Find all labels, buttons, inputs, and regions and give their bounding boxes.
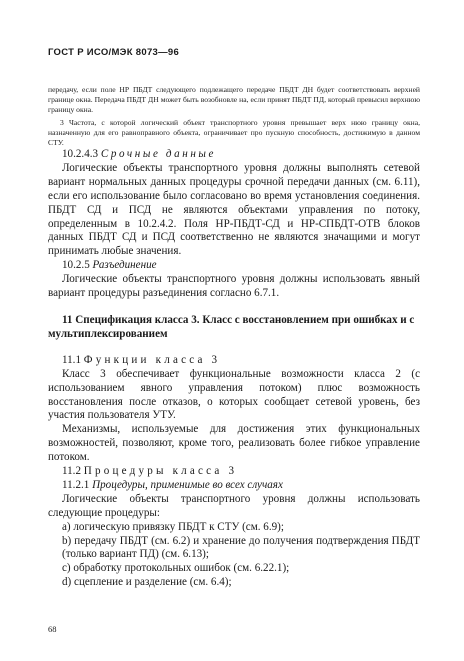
- section-11-2-1-heading: [48, 479, 420, 493]
- note-paragraph-3: 3 Частота, с которой логический объект транспортного уровня превышает верх нюю границу окна, назначенную для его равноправного объекта, ограничивает про пускную способность, достижимую в данном СТУ.: [48, 117, 420, 148]
- section-11-1-heading: [48, 354, 420, 368]
- section-10-2-4-3-body: Логические объекты транспортного уровня должны выполнять сетевой вариант нормальных данных процедуры срочной передачи данных (см. 6.11), если его использование было согласовано во время установления соединения. ПБДТ СД и ПСД не являются объектами управления по потоку, определенным в 10.2.4.2. Поля НР-ПБДТ-СД и НР-СПБДТ-ОТВ блоков данных ПБДТ СД и ПСД соответственно не являются значащими и могут принимать любые значения.: [48, 161, 420, 258]
- document-header: ГОСТ Р ИСО/МЭК 8073—96: [48, 47, 180, 58]
- list-item: d) сцепление и разделение (см. 6.4);: [62, 576, 232, 589]
- section-11-2-heading: [48, 465, 420, 479]
- section-10-2-5-body: Логические объекты транспортного уровня должны использовать явный вариант процедуры разъединения согласно 6.7.1.: [48, 273, 420, 300]
- procedure-list: [48, 521, 420, 591]
- list-item: a) логическую привязку ПБДТ к СТУ (см. 6.9);: [62, 520, 284, 533]
- section-title: Процедуры, применимые во всех случаях: [92, 478, 283, 491]
- section-number: 11.1: [62, 353, 82, 366]
- main-text: [48, 148, 420, 590]
- section-11-heading: 11 Спецификация класса 3. Класс с восстановлением при ошибках и с мультиплексированием: [48, 313, 415, 340]
- section-10-2-5-heading: [48, 259, 420, 273]
- section-number: 11.2.1: [62, 478, 90, 491]
- section-11-2-1-body: Логические объекты транспортного уровня должны использовать следующие процедуры:: [48, 492, 420, 519]
- section-title: Разъединение: [92, 259, 157, 272]
- section-11-1-paragraph-2: Механизмы, используемые для достижения этих функциональных возможностей, позволяют, кроме того, реализовать более гибкое управление потоком.: [48, 423, 420, 464]
- list-item: b) передачу ПБДТ (см. 6.2) и хранение до получения подтверждения ПБДТ (только вариант ПД) (см. 6.13);: [62, 534, 420, 561]
- section-10-2-4-3-heading: [48, 148, 420, 162]
- section-title: Процедуры класса 3: [83, 465, 238, 478]
- section-number: 10.2.4.3: [62, 148, 99, 160]
- notes-block: [48, 85, 420, 148]
- list-item: c) обработку протокольных ошибок (см. 6.22.1);: [62, 562, 290, 575]
- section-number: 11.2: [62, 465, 82, 478]
- section-title: Срочные данные: [100, 148, 217, 160]
- section-11-1-paragraph-1: Класс 3 обеспечивает функциональные возможности класса 2 (с использованием явного управления потоком) плюс возможность восстановления после отказов, о которых сообщает сетевой уровень, без участия пользователя УТУ.: [48, 367, 420, 422]
- page-number: 68: [48, 624, 57, 634]
- note-paragraph-1: передачу, если поле НР ПБДТ следующего подлежащего передаче ПБДТ ДН будет соответствовать верхней границе окна. Передача ПБДТ ДН может быть возобновле на, если принят ПБДТ ПД, который превысил верхнюю границу окна.: [48, 85, 420, 115]
- section-title: Функции класса 3: [83, 353, 221, 366]
- section-number: 10.2.5: [62, 259, 90, 272]
